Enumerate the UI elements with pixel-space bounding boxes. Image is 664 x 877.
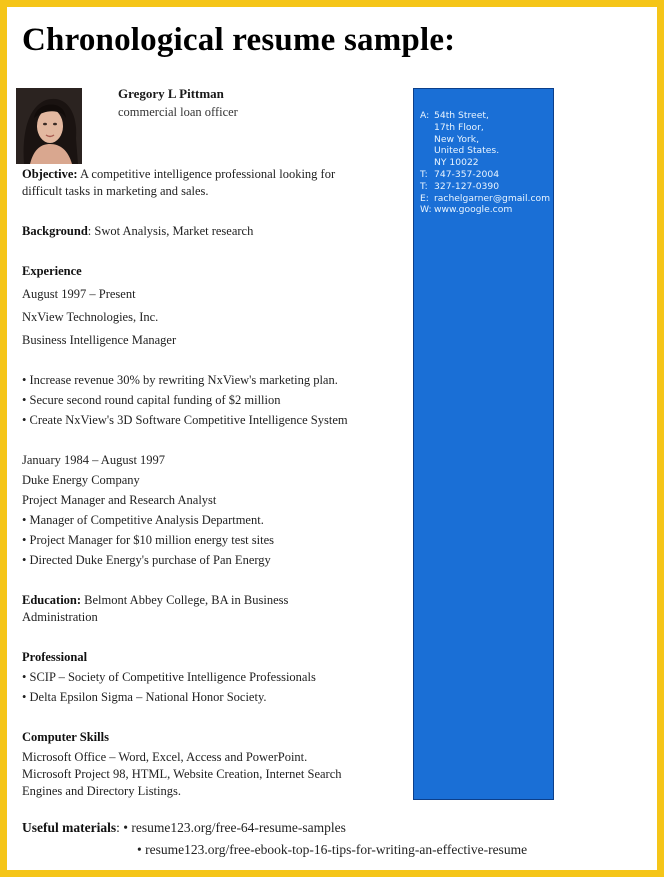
objective-text-2: difficult tasks in marketing and sales. — [22, 184, 209, 198]
job2-bullet: • Manager of Competitive Analysis Department. — [22, 513, 264, 527]
web-value: www.google.com — [434, 204, 513, 216]
address-line: 54th Street, — [434, 110, 489, 121]
experience-section — [22, 263, 407, 569]
job2-company: Duke Energy Company — [22, 473, 140, 487]
email-value: rachelgarner@gmail.com — [434, 192, 551, 204]
background-heading: Background — [22, 224, 88, 238]
web-key: W: — [420, 204, 432, 216]
job2-role: Project Manager and Research Analyst — [22, 493, 217, 507]
useful-heading: Useful materials — [22, 820, 117, 835]
experience-heading: Experience — [22, 264, 82, 278]
job2-dates: January 1984 – August 1997 — [22, 453, 166, 467]
phone2-value: 327-127-0390 — [434, 180, 500, 192]
profile-photo-graphic — [16, 88, 82, 164]
education-text-1: Belmont Abbey College, BA in Business — [81, 593, 289, 607]
job1-bullet: • Secure second round capital funding of $2 million — [22, 393, 281, 407]
page-title: Chronological resume sample: — [22, 22, 456, 58]
job1-dates: August 1997 – Present — [22, 287, 136, 301]
phone1-value: 747-357-2004 — [434, 168, 500, 180]
contact-sidebar — [413, 88, 554, 800]
phone2-key: T: — [420, 180, 428, 192]
address-key: A: — [420, 110, 430, 121]
job1-bullet: • Increase revenue 30% by rewriting NxView's marketing plan. — [22, 373, 338, 387]
skills-line: Microsoft Project 98, HTML, Website Creation, Internet Search — [22, 767, 342, 781]
address-line: New York, — [434, 133, 479, 145]
skills-section — [22, 729, 407, 800]
job2-bullet: • Project Manager for $10 million energy test sites — [22, 533, 275, 547]
professional-section — [22, 649, 407, 706]
profile-photo — [16, 88, 82, 164]
address-line: NY 10022 — [434, 157, 479, 169]
email-key: E: — [420, 192, 429, 204]
skills-line: Microsoft Office – Word, Excel, Access and PowerPoint. — [22, 750, 308, 764]
resume-body — [22, 166, 407, 800]
professional-heading: Professional — [22, 650, 88, 664]
candidate-name: Gregory L Pittman — [118, 86, 224, 101]
address-line: United States. — [434, 145, 500, 157]
job1-company: NxView Technologies, Inc. — [22, 310, 159, 324]
phone1-key: T: — [420, 168, 428, 180]
job1-bullet: • Create NxView's 3D Software Competitive Intelligence System — [22, 413, 348, 427]
education-section — [22, 592, 407, 626]
education-heading: Education: — [22, 593, 82, 607]
skills-line: Engines and Directory Listings. — [22, 784, 181, 798]
objective-text-1: A competitive intelligence professional looking for — [77, 167, 336, 181]
job1-role: Business Intelligence Manager — [22, 333, 177, 347]
useful-separator: : — [116, 820, 124, 835]
address-line: 17th Floor, — [434, 121, 484, 133]
skills-heading: Computer Skills — [22, 730, 109, 744]
candidate-title: commercial loan officer — [118, 105, 238, 119]
useful-link-1[interactable]: • resume123.org/free-64-resume-samples — [123, 820, 346, 835]
education-text-2: Administration — [22, 610, 98, 624]
objective-section — [22, 166, 407, 200]
useful-link-2[interactable]: • resume123.org/free-ebook-top-16-tips-for-writing-an-effective-resume — [137, 842, 528, 857]
background-text: : Swot Analysis, Market research — [87, 224, 254, 238]
professional-item: • Delta Epsilon Sigma – National Honor Society. — [22, 690, 267, 704]
job2-bullet: • Directed Duke Energy's purchase of Pan Energy — [22, 553, 271, 567]
useful-materials — [22, 820, 346, 836]
professional-item: • SCIP – Society of Competitive Intelligence Professionals — [22, 670, 316, 684]
objective-heading: Objective: — [22, 167, 78, 181]
background-section — [22, 223, 407, 240]
